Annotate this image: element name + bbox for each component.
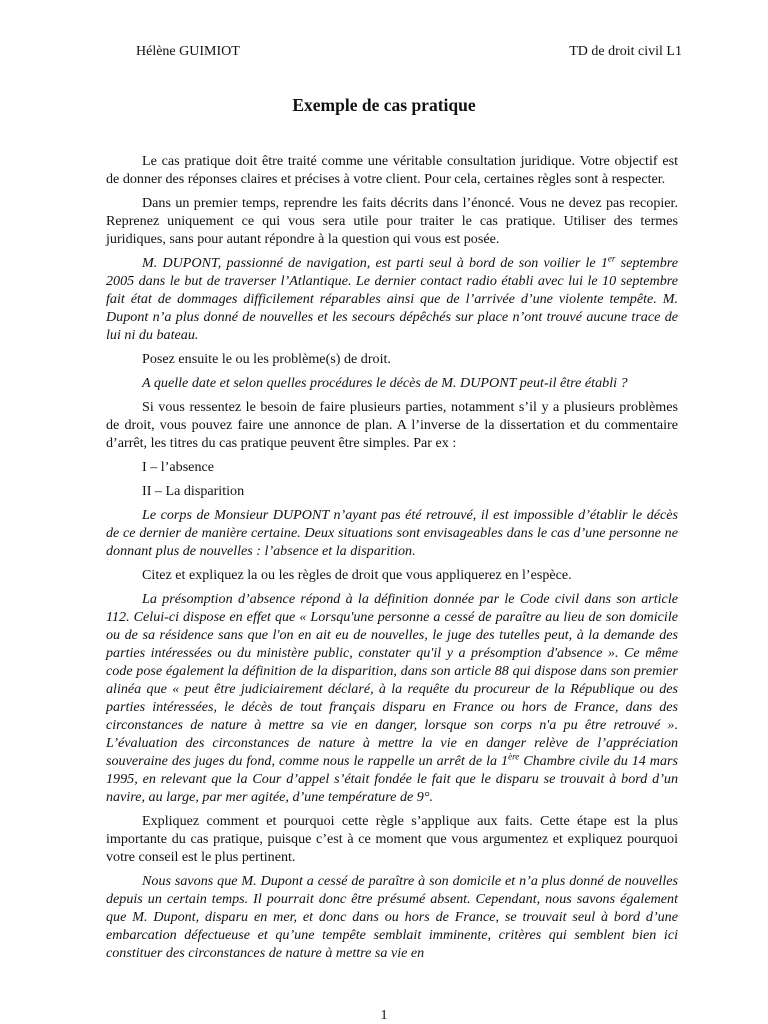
paragraph-facts (106, 254, 678, 344)
paragraph-rules (106, 590, 678, 806)
paragraph-intro: Le cas pratique doit être traité comme une véritable consultation juridique. Votre objectif est de donner des réponses claires et précises à votre client. Pour cela, certaines règles sont à respecter. (106, 153, 678, 187)
paragraph-application-instruction: Expliquez comment et pourquoi cette règle s’applique aux faits. Cette étape est la plus importante du cas pratique, puisque c’est à ce moment que vous argumentez et expliquez pourquoi votre conseil est le plus pertinent. (106, 813, 678, 865)
paragraph-application: Nous savons que M. Dupont a cessé de paraître à son domicile et n’a plus donné de nouvelles depuis un certain temps. Il pourrait donc être présumé absent. Cependant, nous savons également que M. Dupont, disparu en mer, et donc dans ou hors de France, se trouvait seul à bord d’une embarcation défectueuse et qu’une tempête semblait imminente, critères qui semblent bien ici constituer des circonstances de nature à mettre sa vie en (106, 873, 678, 961)
paragraph-problem: A quelle date et selon quelles procédures le décès de M. DUPONT peut-il être établi ? (142, 375, 628, 391)
course-name: TD de droit civil L1 (569, 44, 682, 59)
page-number: 1 (380, 1008, 388, 1023)
paragraph-plan-instruction: Si vous ressentez le besoin de faire plusieurs parties, notamment s’il y a plusieurs problèmes de droit, vous pouvez faire une annonce de plan. A l’inverse de la dissertation et du commentaire d’arrêt, les titres du cas pratique peuvent être simples. Par ex : (106, 399, 678, 451)
plan-heading-disparition: II – La disparition (142, 483, 245, 499)
paragraph-situations: Le corps de Monsieur DUPONT n’ayant pas été retrouvé, il est impossible d’établir le décès de ce dernier de manière certaine. Deux situations sont envisageables dans le cas d’une personne ne donnant plus de nouvelles : l’absence et la disparition. (106, 507, 678, 559)
facts-text-start: M. DUPONT, passionné de navigation, est parti seul à bord de son voilier le 1 (142, 255, 608, 271)
document-body (106, 152, 678, 968)
paragraph-facts-instruction: Dans un premier temps, reprendre les faits décrits dans l’énoncé. Vous ne devez pas recopier. Reprenez uniquement ce qui vous sera utile pour traiter le cas pratique. Utiliser des termes juridiques, sans pour autant répondre à la question qui vous est posée. (106, 195, 678, 247)
page-title: Exemple de cas pratique (292, 95, 476, 115)
paragraph-problem-instruction: Posez ensuite le ou les problème(s) de droit. (142, 351, 391, 367)
facts-superscript: er (607, 253, 616, 264)
author-name: Hélène GUIMIOT (136, 44, 240, 59)
rules-superscript: ère (508, 751, 520, 762)
rules-text-end: Chambre civile du 14 mars 1995, en relevant que la Cour d’appel s’était fondée le fait que le disparu se trouvait à bord d’un navire, au large, par mer agitée, d’une température de 9°. (106, 753, 678, 805)
rules-text-start: La présomption d’absence répond à la définition donnée par le Code civil dans son article 112. Celui-ci dispose en effet que « Lorsqu'une personne a cessé de paraître au lieu de son domicile ou de sa résidence sans que l'on en ait eu de nouvelles, le juge des tutelles peut, à la demande des parties intéressées ou du ministère public, constater qu'il y a présomption d'absence ». Ce même code pose également la définition de la disparition, dans son article 88 qui dispose dans son premier alinéa que « peut être judiciairement déclaré, à la requête du procureur de la République ou des parties intéressées, le décès de tout français disparu en France ou hors de France, dans des circonstances de nature à mettre sa vie en danger, lorsque son corps n'a pu être retrouvé ». L’évaluation des circonstances de nature à mettre la vie en danger relève de l’appréciation souveraine des juges du fond, comme nous le rappelle un arrêt de la 1 (106, 591, 678, 769)
plan-heading-absence: I – l’absence (142, 459, 214, 475)
facts-text-end: septembre 2005 dans le but de traverser l’Atlantique. Le dernier contact radio établi avec lui le 10 septembre fait état de dommages difficilement réparables ainsi que de l’arrivée d’une violente tempête. M. Dupont n’a plus donné de nouvelles et les secours dépêchés sur place n’ont trouvé aucune trace de lui ni du bateau. (106, 255, 678, 343)
paragraph-rules-instruction: Citez et expliquez la ou les règles de droit que vous appliquerez en l’espèce. (142, 567, 572, 583)
